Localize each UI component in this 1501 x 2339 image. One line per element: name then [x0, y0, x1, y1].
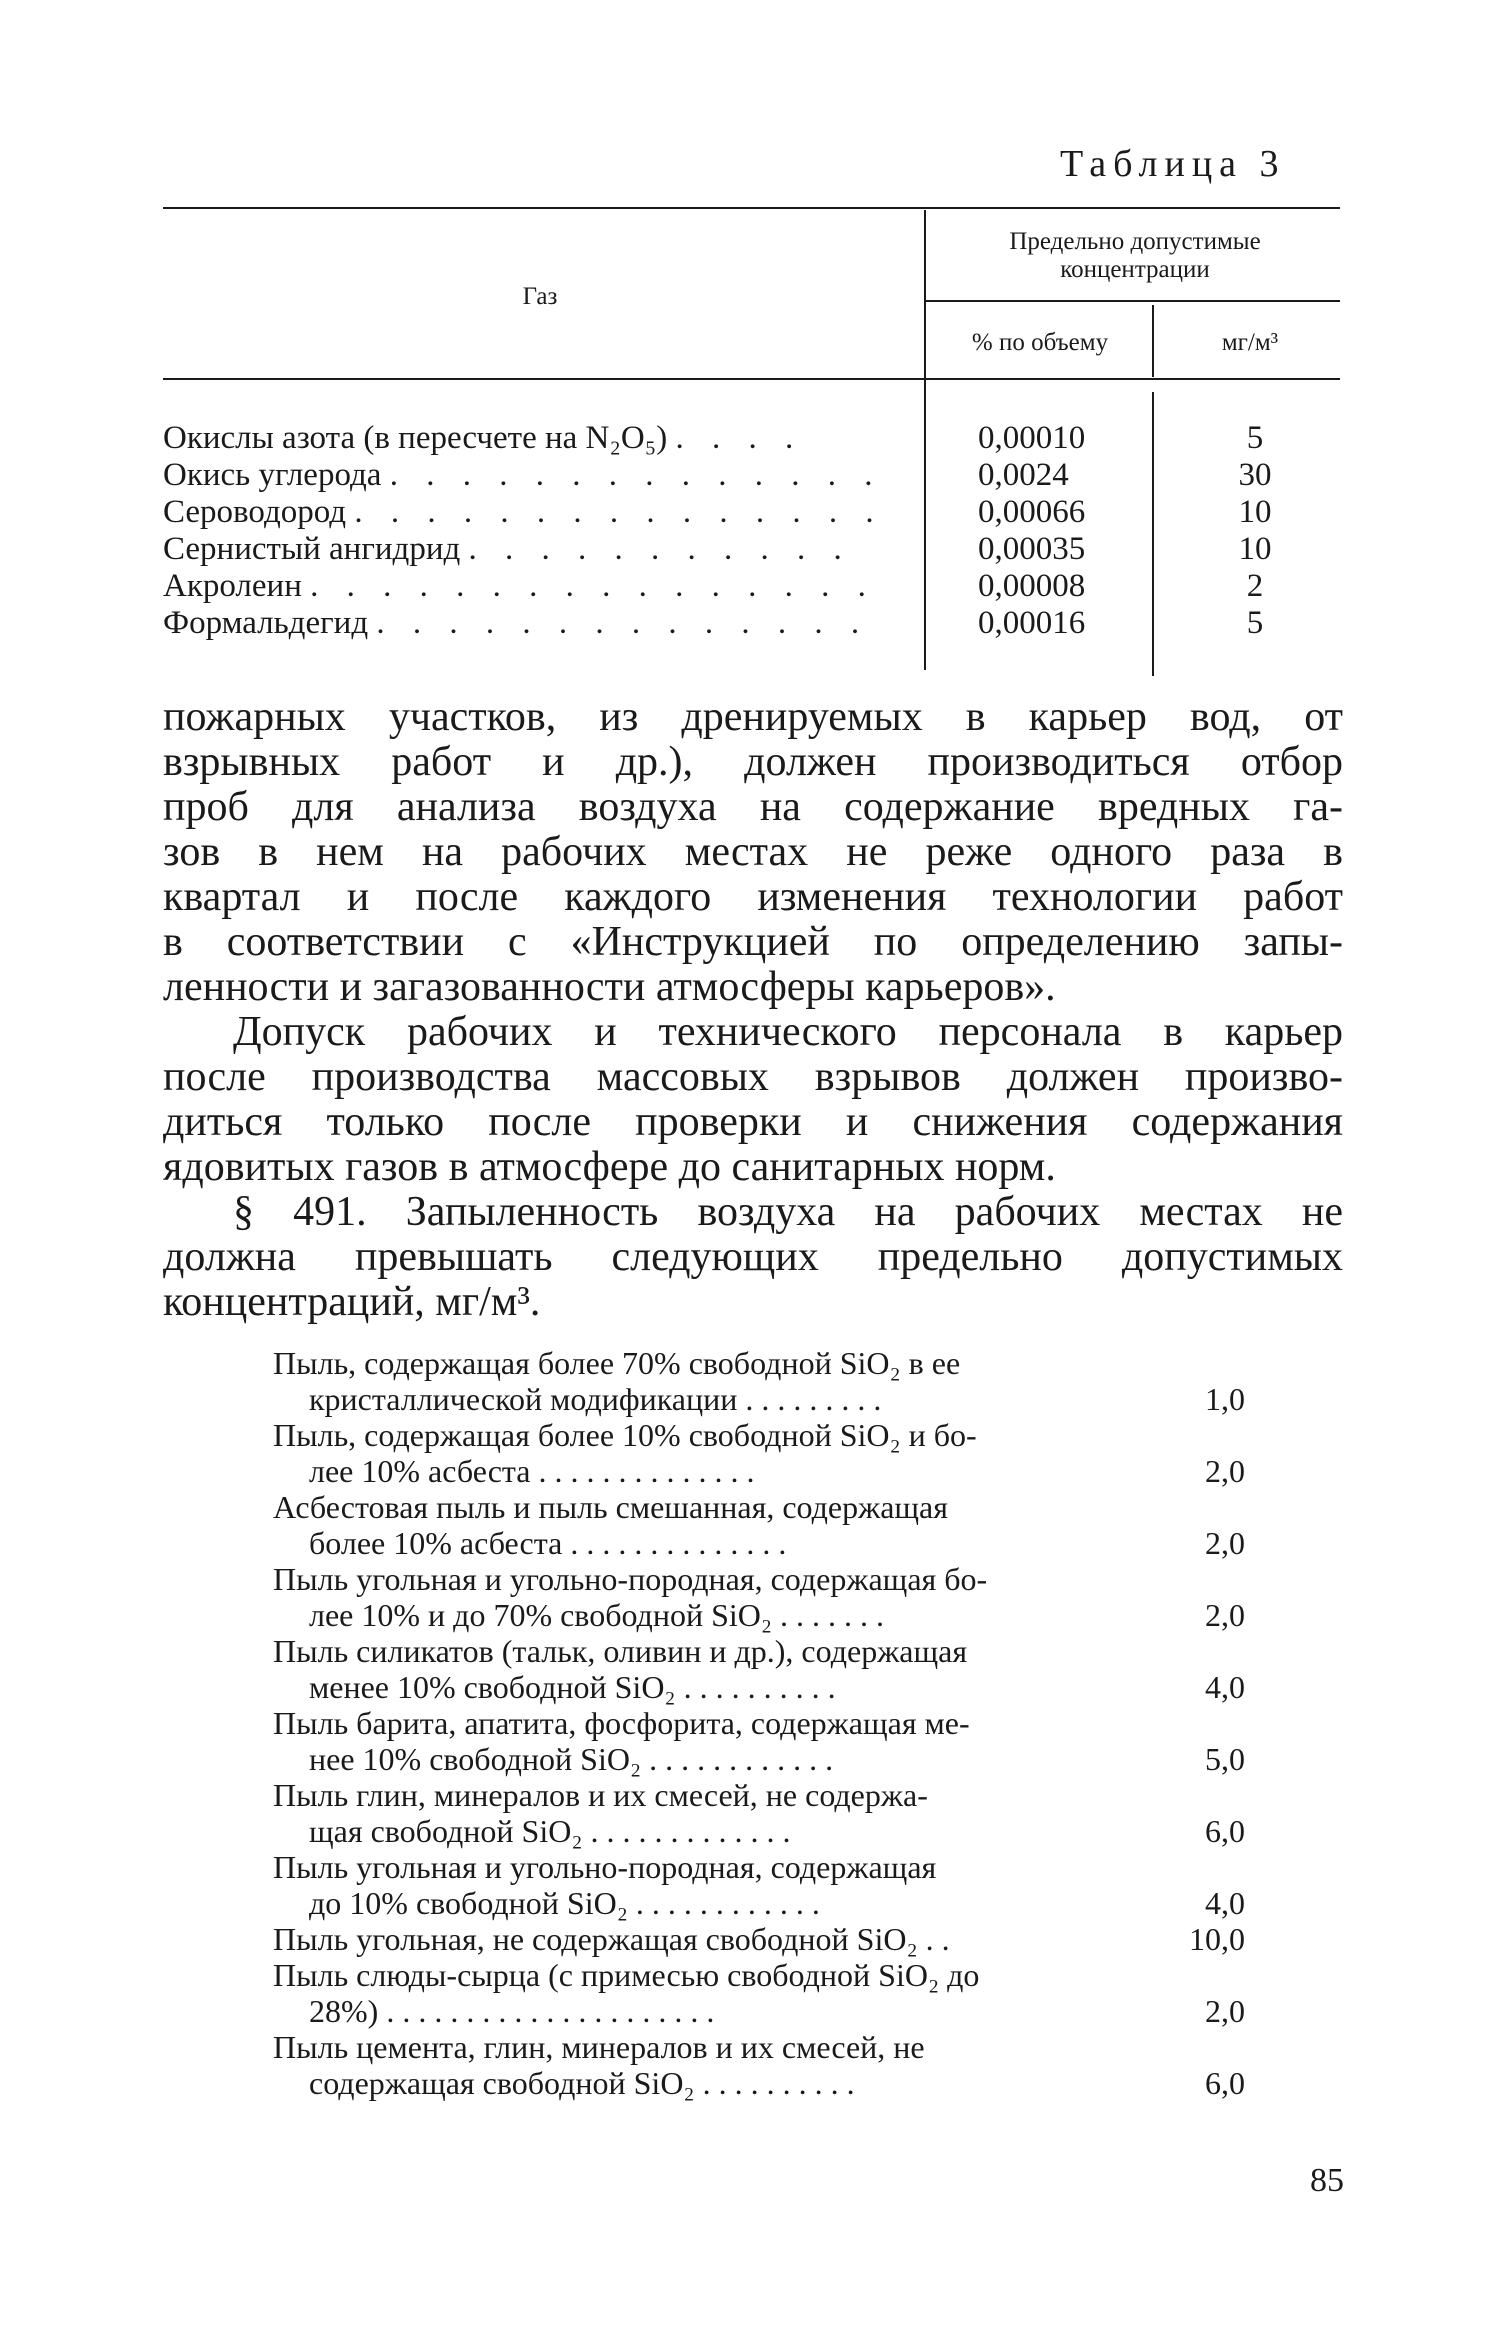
dust-description: Пыль слюды-сырца (с примесью свободной SiO₂ до — [273, 1957, 980, 1993]
table-row — [163, 605, 903, 642]
table-header-rule — [163, 378, 1340, 380]
dot-leader: . . . . — [675, 420, 804, 456]
dot-leader: . . . . . . . . . . . . . . . . — [310, 568, 876, 604]
dot-leader: . . . . . . . . . . . — [468, 531, 852, 567]
table-row — [163, 568, 903, 605]
dust-description-continued: содержащая свободной SiO₂ . . . . . . . . . . — [309, 2065, 855, 2101]
vol-value: 0,00066 — [978, 494, 1086, 530]
dust-limit-value: 6,0 — [1205, 1813, 1245, 1849]
vol-value: 0,00016 — [978, 605, 1086, 641]
dust-item — [273, 1921, 1273, 1957]
table-column-divider-1 — [924, 210, 926, 670]
dust-description: Пыль глин, минералов и их смесей, не содержа- — [273, 1777, 928, 1813]
paragraph-line: квартал и после каждого изменения технологии работ — [163, 874, 1343, 920]
paragraph-line: после производства массовых взрывов должен произво- — [163, 1054, 1343, 1100]
paragraph-line: в соответствии с «Инструкцией по определению запы- — [163, 919, 1343, 965]
dust-description-continued: 28%) . . . . . . . . . . . . . . . . . . . . . — [309, 1993, 715, 2029]
mg-value: 10 — [1238, 531, 1272, 567]
mg-value: 30 — [1238, 457, 1272, 493]
dust-item — [273, 1849, 1273, 1921]
paragraph-line: взрывных работ и др.), должен производиться отбор — [163, 739, 1343, 785]
dust-limit-value: 2,0 — [1205, 1525, 1245, 1561]
table-row — [163, 420, 903, 457]
paragraph-line: ядовитых газов в атмосфере до санитарных норм. — [163, 1144, 1056, 1190]
paragraph-line: пожарных участков, из дренируемых в карьер вод, от — [163, 694, 1343, 740]
dust-item — [273, 1633, 1273, 1705]
dust-description: Пыль барита, апатита, фосфорита, содержащая ме- — [273, 1705, 970, 1741]
mg-value: 10 — [1238, 494, 1272, 530]
dust-description-continued: до 10% свободной SiO₂ . . . . . . . . . . . . — [309, 1885, 820, 1921]
paragraph-line: концентраций, мг/м³. — [163, 1279, 541, 1325]
table-column-divider-2-body — [1152, 392, 1154, 676]
dust-limit-value: 6,0 — [1205, 2065, 1245, 2101]
dust-item — [273, 1561, 1273, 1633]
dust-limit-value: 2,0 — [1205, 1993, 1245, 2029]
dust-description-continued: менее 10% свободной SiO₂ . . . . . . . . . . — [309, 1669, 836, 1705]
paragraph-line: зов в нем на рабочих местах не реже одного раза в — [163, 829, 1343, 875]
dust-item — [273, 1489, 1273, 1561]
table-caption: Таблица 3 — [1060, 143, 1286, 185]
header-limits-line1: Предельно допустимые — [1009, 228, 1261, 255]
dust-description-continued: кристаллической модификации . . . . . . . . . — [309, 1381, 882, 1417]
dot-leader: . . . . . . . . . . . . . . . — [354, 494, 884, 530]
paragraph-line: диться только после проверки и снижения содержания — [163, 1099, 1343, 1145]
mg-value: 5 — [1246, 420, 1264, 456]
paragraph-line: ленности и загазованности атмосферы карьеров». — [163, 964, 1056, 1010]
mg-value: 5 — [1246, 605, 1264, 641]
paragraph-line: Допуск рабочих и технического персонала в карьер — [233, 1009, 1343, 1055]
gas-name: Формальдегид — [163, 605, 369, 641]
header-vol: % по объему — [971, 329, 1109, 356]
dust-description-continued: более 10% асбеста . . . . . . . . . . . . . . — [309, 1525, 787, 1561]
dust-description: Пыль цемента, глин, минералов и их смесей, не — [273, 2029, 925, 2065]
table-row — [163, 494, 903, 531]
dust-description-continued: нее 10% свободной SiO₂ . . . . . . . . . . . . — [309, 1741, 834, 1777]
dust-description-continued: лее 10% асбеста . . . . . . . . . . . . . . — [309, 1453, 755, 1489]
vol-value: 0,00008 — [978, 568, 1086, 604]
dust-item — [273, 2029, 1273, 2101]
dust-description: Пыль угольная и угольно-породная, содержащая — [273, 1849, 937, 1885]
table-subheader-rule — [925, 300, 1340, 302]
dot-leader: . . . . . . . . . . . . . . — [389, 457, 883, 493]
dust-item — [273, 1777, 1273, 1849]
gas-name: Сероводород — [163, 494, 347, 530]
gas-name: Окислы азота (в пересчете на N₂O₅) — [163, 420, 668, 456]
dust-description: Пыль, содержащая более 10% свободной SiO₂ и бо- — [273, 1417, 977, 1453]
header-mg: мг/м³ — [1221, 329, 1279, 356]
vol-value: 0,00035 — [978, 531, 1086, 567]
dust-description-continued: щая свободной SiO₂ . . . . . . . . . . . . . — [309, 1813, 791, 1849]
table-top-rule — [163, 207, 1340, 209]
dust-description: Пыль, содержащая более 70% свободной SiO₂ в ее — [273, 1345, 961, 1381]
table-row — [163, 531, 903, 568]
header-gas: Газ — [522, 283, 558, 310]
dust-item — [273, 1345, 1273, 1417]
dust-limit-value: 5,0 — [1205, 1741, 1245, 1777]
dust-description: Пыль силикатов (тальк, оливин и др.), содержащая — [273, 1633, 968, 1669]
page-number: 85 — [1310, 2162, 1344, 2199]
table-row — [163, 457, 903, 494]
dust-limit-value: 4,0 — [1205, 1885, 1245, 1921]
dust-limit-value: 10,0 — [1189, 1921, 1245, 1957]
dust-description: Пыль угольная и угольно-породная, содержащая бо- — [273, 1561, 988, 1597]
vol-value: 0,00010 — [978, 420, 1086, 456]
header-limits-line2: концентрации — [1060, 256, 1210, 283]
mg-value: 2 — [1246, 568, 1264, 604]
gas-name: Сернистый ангидрид — [163, 531, 461, 567]
dust-item — [273, 1417, 1273, 1489]
dust-limit-value: 1,0 — [1205, 1381, 1245, 1417]
dust-description: Пыль угольная, не содержащая свободной SiO₂ . . — [273, 1921, 950, 1957]
gas-name: Акролеин — [163, 568, 302, 604]
paragraph-line: должна превышать следующих предельно допустимых — [163, 1234, 1343, 1280]
dust-item — [273, 1705, 1273, 1777]
dust-description: Асбестовая пыль и пыль смешанная, содержащая — [273, 1489, 948, 1525]
dust-description-continued: лее 10% и до 70% свободной SiO₂ . . . . . . . — [309, 1597, 885, 1633]
table-column-divider-2 — [1152, 305, 1154, 377]
paragraph-line: проб для анализа воздуха на содержание вредных га- — [163, 784, 1343, 830]
gas-name: Окись углерода — [163, 457, 382, 493]
vol-value: 0,0024 — [978, 457, 1069, 493]
dust-limit-value: 2,0 — [1205, 1453, 1245, 1489]
dust-item — [273, 1957, 1273, 2029]
dot-leader: . . . . . . . . . . . . . . — [376, 605, 870, 641]
paragraph-line: § 491. Запыленность воздуха на рабочих местах не — [233, 1189, 1343, 1235]
dust-limit-value: 4,0 — [1205, 1669, 1245, 1705]
dust-limit-value: 2,0 — [1205, 1597, 1245, 1633]
